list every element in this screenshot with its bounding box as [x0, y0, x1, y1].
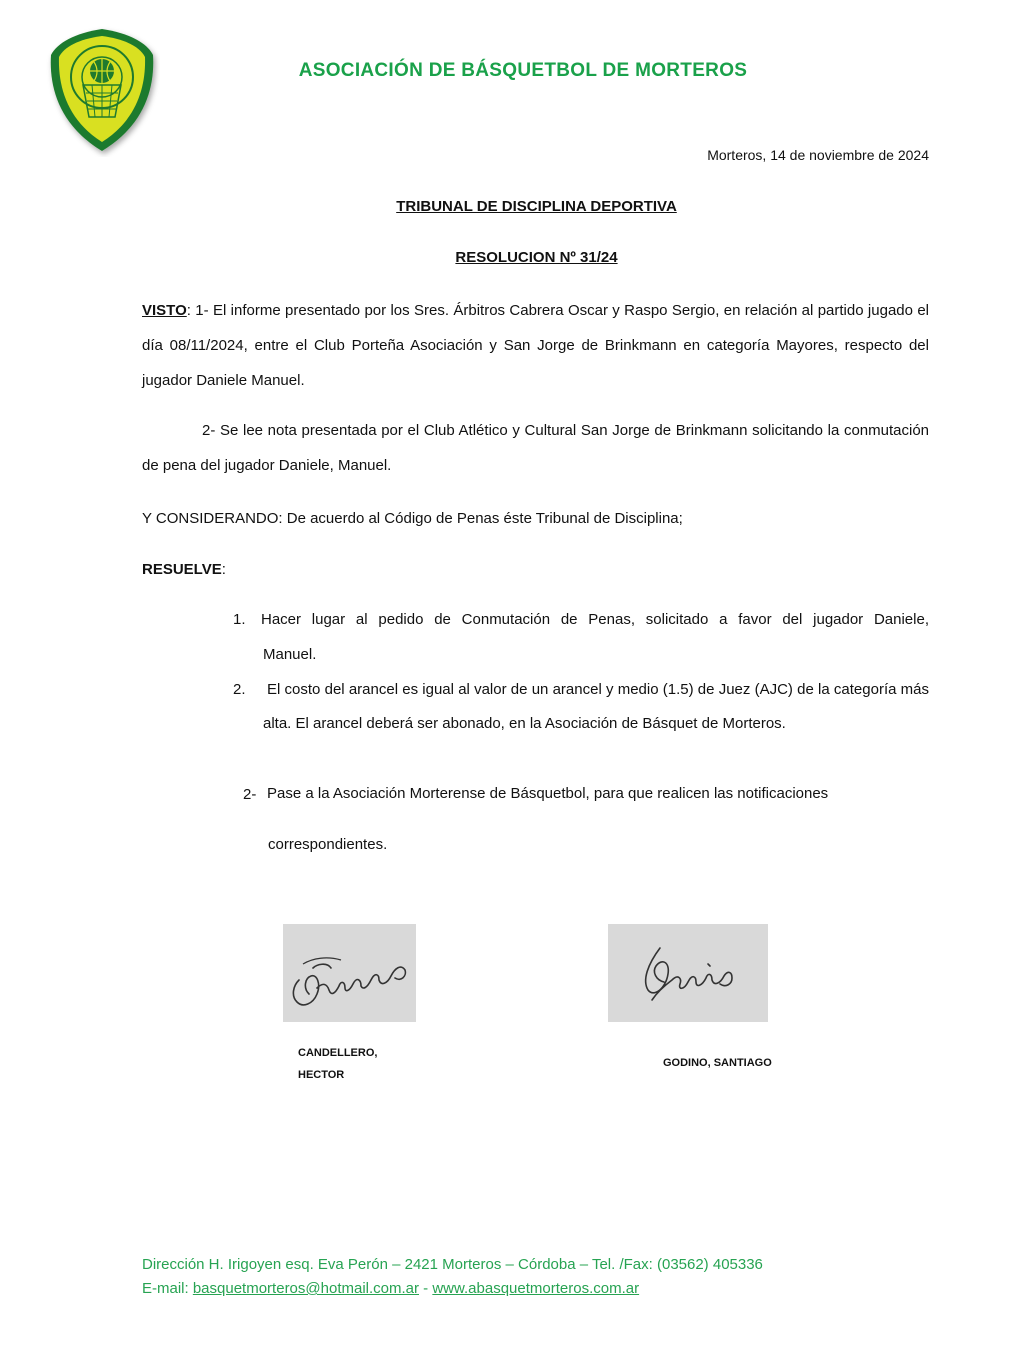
resuelve-colon: :	[221, 561, 226, 578]
organization-name: ASOCIACIÓN DE BÁSQUETBOL DE MORTEROS	[298, 60, 748, 81]
signature-candellero	[283, 924, 416, 1022]
date-line: Morteros, 14 de noviembre de 2024	[707, 147, 929, 163]
visto-label: VISTO	[142, 302, 187, 319]
tribunal-title: TRIBUNAL DE DISCIPLINA DEPORTIVA	[396, 198, 677, 215]
list-item-number: 2-	[243, 786, 257, 803]
resolution-number: RESOLUCION Nº 31/24	[455, 249, 618, 266]
list-item-text: El costo del arancel es igual al valor de un arancel y medio (1.5) de Juez (AJC) de la categoría más alta. El arancel deberá ser abonado, en la Asociación de Básquet de Morteros.	[263, 681, 929, 732]
list-item-number: 2.	[233, 681, 246, 698]
association-logo	[45, 25, 160, 157]
footer-address: Dirección H. Irigoyen esq. Eva Perón – 2421 Morteros – Córdoba – Tel. /Fax: (03562) 405336	[142, 1256, 763, 1273]
list-item-text: Pase a la Asociación Morterense de Básquetbol, para que realicen las notificaciones	[267, 785, 829, 802]
signature-godino	[608, 924, 768, 1022]
list-item-text: Hacer lugar al pedido de Conmutación de Penas, solicitado a favor del jugador Daniele,	[261, 611, 929, 628]
list-item-text-continued: Manuel.	[263, 646, 317, 663]
visto-paragraph	[142, 293, 929, 398]
list-item-number: 1.	[233, 611, 246, 628]
footer	[142, 1253, 763, 1301]
signatory-given-name: HECTOR	[298, 1069, 345, 1081]
considerando-paragraph: Y CONSIDERANDO: De acuerdo al Código de Penas éste Tribunal de Disciplina;	[142, 510, 683, 527]
list-item-text-continued: correspondientes.	[268, 836, 388, 853]
resuelve-heading	[142, 552, 929, 587]
signatory-name-candellero	[298, 1042, 377, 1086]
resuelve-label: RESUELVE	[142, 561, 222, 578]
point-2-paragraph: 2- Se lee nota presentada por el Club Atlético y Cultural San Jorge de Brinkmann solicitando la conmutación de pena del jugador Daniele, Manuel.	[142, 422, 929, 474]
signatory-surname: CANDELLERO,	[298, 1047, 378, 1059]
email-label: E-mail:	[142, 1280, 193, 1297]
footer-contact	[142, 1277, 763, 1301]
email-link[interactable]: basquetmorteros@hotmail.com.ar	[192, 1280, 419, 1297]
visto-text: : 1- El informe presentado por los Sres. Árbitros Cabrera Oscar y Raspo Sergio, en relación al partido jugado el día 08/11/2024, entre el Club Porteña Asociación y San Jorge de Brinkmann en categoría Mayores, respecto del jugador Daniele Manuel.	[142, 302, 929, 389]
footer-separator: -	[419, 1280, 433, 1297]
website-link[interactable]: www.abasquetmorteros.com.ar	[432, 1280, 640, 1297]
signatory-name-godino: GODINO, SANTIAGO	[663, 1057, 772, 1069]
